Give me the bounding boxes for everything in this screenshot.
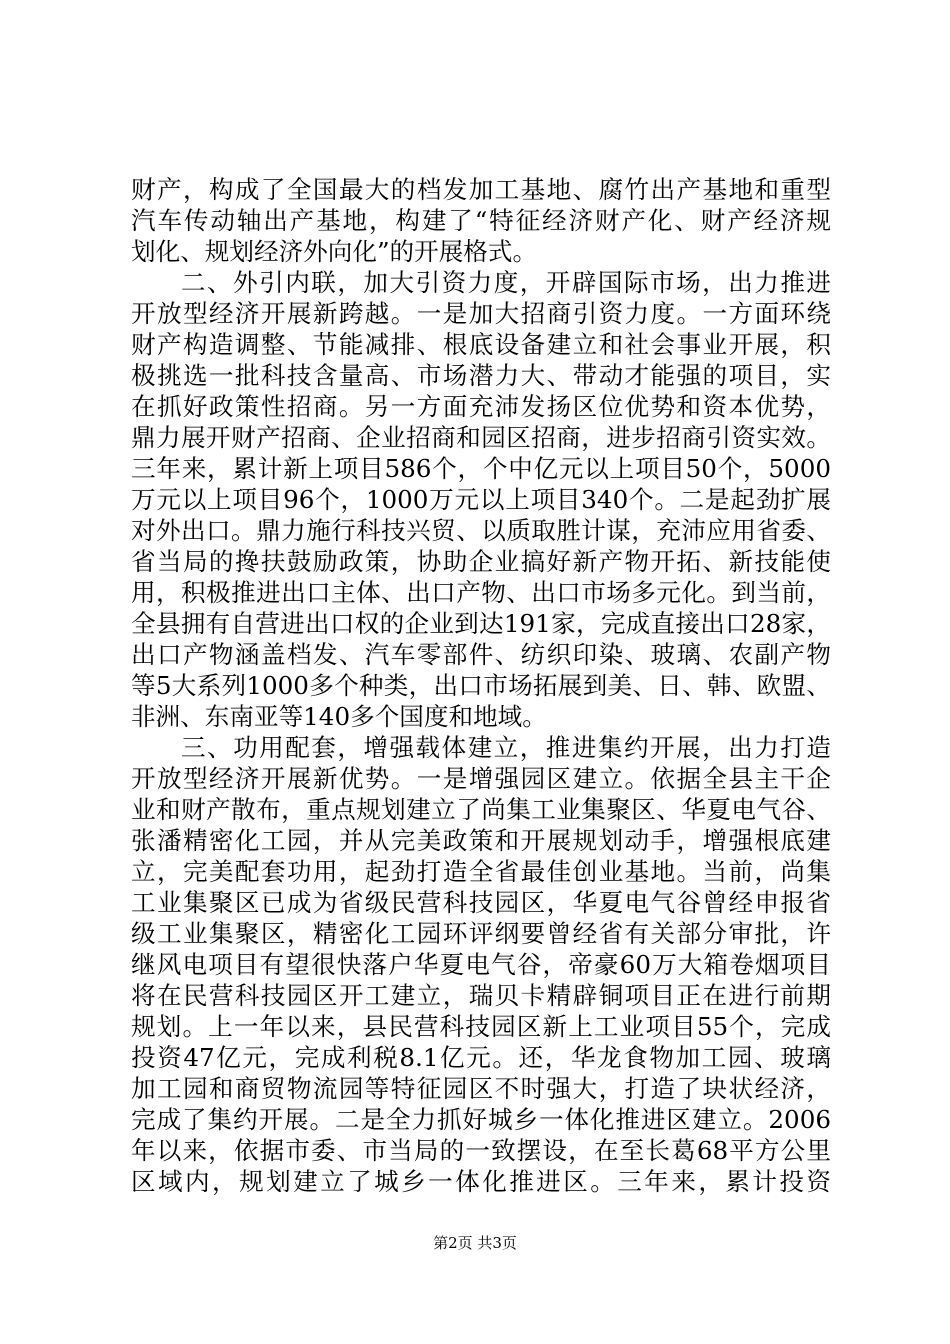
page-footer: 第2页 共3页 [433,1234,517,1252]
text-line: 年以来，依据市委、市当局的一致摆设，在至长葛68平方公里 [131,1136,831,1165]
text-line: 省当局的搀扶鼓励政策，协助企业搞好新产物开拓、新技能使 [131,547,831,576]
text-line: 业和财产散布，重点规划建立了尚集工业集聚区、华夏电气谷、 [131,795,831,824]
document-body [131,174,831,1197]
text-line: 在抓好政策性招商。另一方面充沛发扬区位优势和资本优势， [131,392,831,421]
text-line: 级工业集聚区，精密化工园环评纲要曾经省有关部分审批，许 [131,919,831,948]
text-line: 三年来，累计新上项目586个，个中亿元以上项目50个，5000 [131,454,831,483]
text-line: 张潘精密化工园，并从完美政策和开展规划动手，增强根底建 [131,826,831,855]
text-line: 财产构造调整、节能减排、根底设备建立和社会事业开展，积 [131,330,831,359]
text-line: 开放型经济开展新跨越。一是加大招商引资力度。一方面环绕 [131,299,831,328]
text-line: 对外出口。鼎力施行科技兴贸、以质取胜计谋，充沛应用省委、 [131,516,831,545]
text-line: 非洲、东南亚等140多个国度和地域。 [131,702,547,731]
text-line: 将在民营科技园区开工建立，瑞贝卡精辟铜项目正在进行前期 [131,981,831,1010]
text-line: 区域内，规划建立了城乡一体化推进区。三年来，累计投资 [131,1167,831,1196]
text-line: 划化、规划经济外向化”的开展格式。 [131,237,538,266]
text-line: 极挑选一批科技含量高、市场潜力大、带动才能强的项目，实 [131,361,831,390]
text-line: 开放型经济开展新优势。一是增强园区建立。依据全县主干企 [131,764,831,793]
text-line: 汽车传动轴出产基地，构建了“特征经济财产化、财产经济规 [131,206,831,235]
text-line: 等5大系列1000多个种类，出口市场拓展到美、日、韩、欧盟、 [131,671,831,700]
text-line: 用，积极推进出口主体、出口产物、出口市场多元化。到当前， [131,578,831,607]
text-line: 投资47亿元，完成利税8.1亿元。还，华龙食物加工园、玻璃 [131,1043,831,1072]
text-line: 立，完美配套功用，起劲打造全省最佳创业基地。当前，尚集 [131,857,831,886]
text-line: 万元以上项目96个，1000万元以上项目340个。二是起劲扩展 [131,485,831,514]
text-line: 继风电项目有望很快落户华夏电气谷，帝豪60万大箱卷烟项目 [131,950,831,979]
text-line: 鼎力展开财产招商、企业招商和园区招商，进步招商引资实效。 [131,423,831,452]
text-line: 工业集聚区已成为省级民营科技园区，华夏电气谷曾经申报省 [131,888,831,917]
text-line: 三、功用配套，增强载体建立，推进集约开展，出力打造 [181,733,831,762]
text-line: 加工园和商贸物流园等特征园区不时强大，打造了块状经济， [131,1074,831,1103]
text-line: 出口产物涵盖档发、汽车零部件、纺织印染、玻璃、农副产物 [131,640,831,669]
text-line: 二、外引内联，加大引资力度，开辟国际市场，出力推进 [181,268,831,297]
text-line: 规划。上一年以来，县民营科技园区新上工业项目55个，完成 [131,1012,831,1041]
text-line: 完成了集约开展。二是全力抓好城乡一体化推进区建立。2006 [131,1105,831,1134]
text-line: 全县拥有自营进出口权的企业到达191家，完成直接出口28家， [131,609,831,638]
text-line: 财产，构成了全国最大的档发加工基地、腐竹出产基地和重型 [131,175,831,204]
